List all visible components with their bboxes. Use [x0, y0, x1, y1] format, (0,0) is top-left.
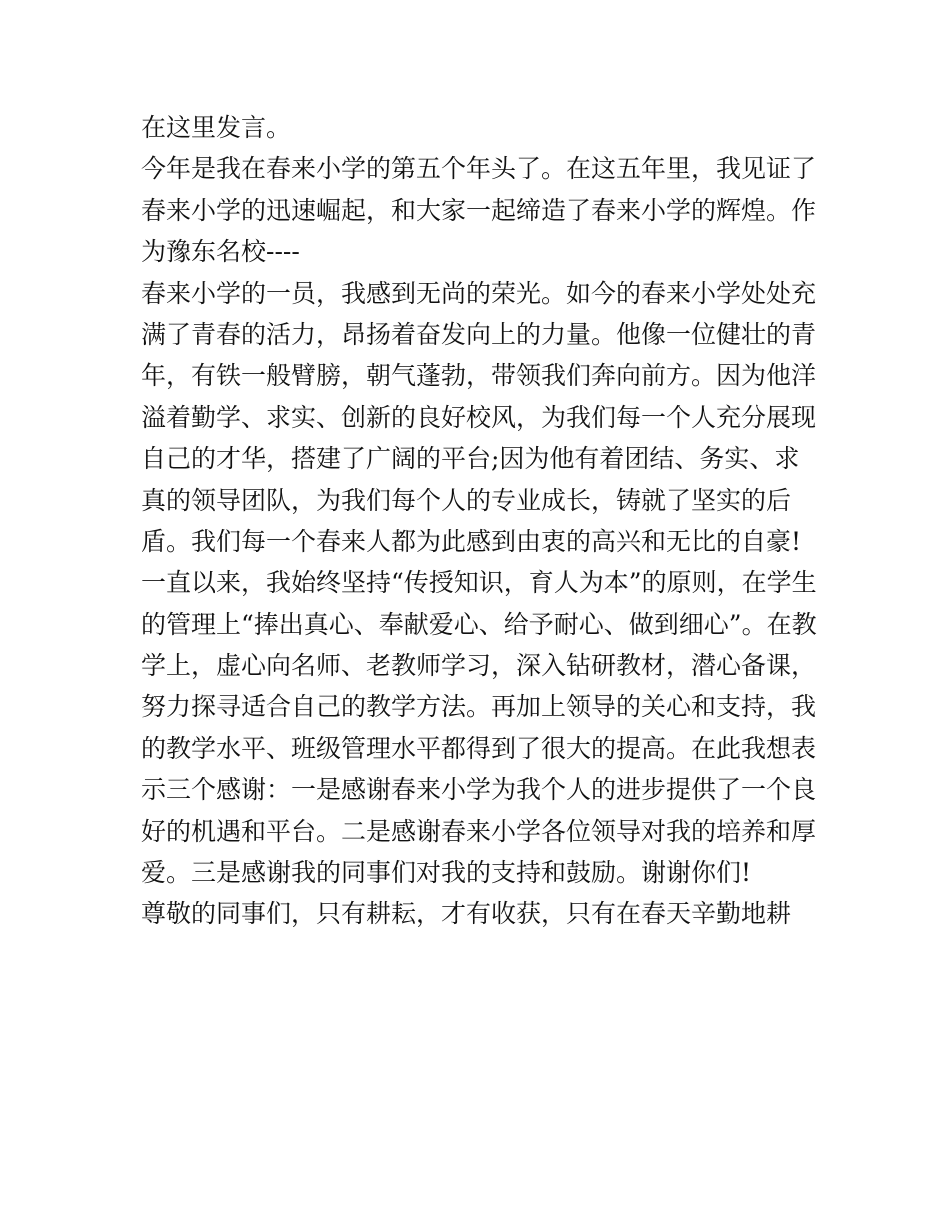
- text-line-5: 春来小学的一员，我感到无尚的荣光。如今的春来小学处处充: [141, 278, 817, 308]
- text-line-7: 年，有铁一般臂膀，朝气蓬勃，带领我们奔向前方。因为他洋: [141, 361, 817, 391]
- text-line-10: 真的领导团队，为我们每个人的专业成长，铸就了坚实的后: [141, 485, 792, 515]
- text-line-9: 自己的才华，搭建了广阔的平台;因为他有着团结、务实、求: [141, 444, 800, 474]
- text-line-12: 一直以来，我始终坚持“传授知识，育人为本”的原则，在学生: [141, 568, 817, 598]
- text-line-15: 努力探寻适合自己的教学方法。再加上领导的关心和支持，我: [141, 692, 817, 722]
- text-line-8: 溢着勤学、求实、创新的良好校风，为我们每一个人充分展现: [141, 402, 817, 432]
- text-line-6: 满了青春的活力，昂扬着奋发向上的力量。他像一位健壮的青: [141, 319, 817, 349]
- text-line-16: 的教学水平、班级管理水平都得到了很大的提高。在此我想表: [141, 733, 817, 763]
- text-line-18: 好的机遇和平台。二是感谢春来小学各位领导对我的培养和厚: [141, 816, 817, 846]
- text-line-2: 今年是我在春来小学的第五个年头了。在这五年里，我见证了: [141, 154, 817, 184]
- text-line-3: 春来小学的迅速崛起，和大家一起缔造了春来小学的辉煌。作: [141, 195, 817, 225]
- text-line-20: 尊敬的同事们，只有耕耘，才有收获，只有在春天辛勤地耕: [141, 899, 792, 929]
- speech-text: [141, 107, 821, 935]
- text-line-11: 盾。我们每一个春来人都为此感到由衷的高兴和无比的自豪!: [141, 526, 802, 556]
- text-line-14: 学上，虚心向名师、老教师学习，深入钻研教材，潜心备课，: [141, 651, 817, 681]
- text-line-4: 为豫东名校----: [141, 237, 300, 267]
- text-line-13: 的管理上“捧出真心、奉献爱心、给予耐心、做到细心”。在教: [141, 609, 817, 639]
- text-line-1: 在这里发言。: [141, 113, 292, 142]
- text-line-17: 示三个感谢：一是感谢春来小学为我个人的进步提供了一个良: [141, 775, 817, 805]
- text-line-19: 爱。三是感谢我的同事们对我的支持和鼓励。谢谢你们!: [141, 858, 752, 888]
